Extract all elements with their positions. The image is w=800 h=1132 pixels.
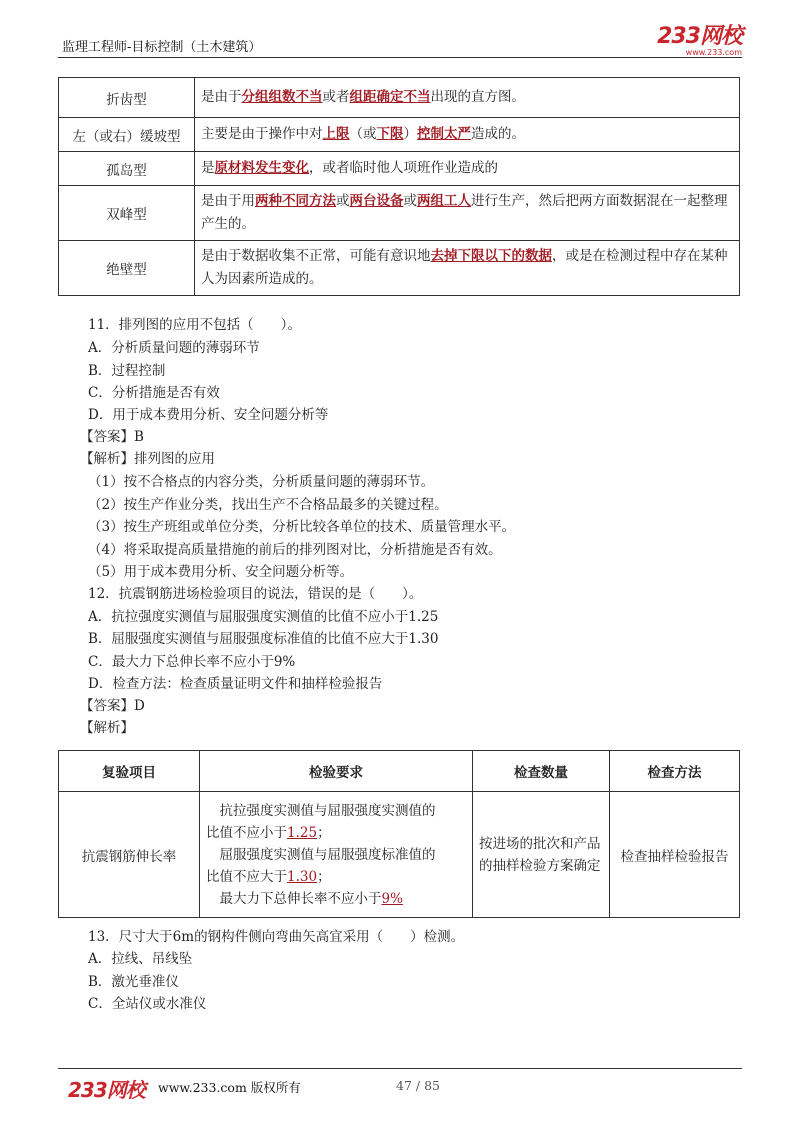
header-cell-requirement: 检验要求 <box>200 751 473 792</box>
q11-analysis-1: （1）按不合格点的内容分类，分析质量问题的薄弱环节。 <box>88 474 435 490</box>
req-text: 比值不应小于 <box>206 824 287 841</box>
histogram-description <box>195 241 740 296</box>
description-text: 或 <box>403 193 417 209</box>
histogram-type: 折齿型 <box>59 78 195 118</box>
q11-analysis-3: （3）按生产班组或单位分类，分析比较各单位的技术、质量管理水平。 <box>88 519 516 535</box>
footer-rule <box>58 1068 742 1069</box>
q12-analysis-title: 【解析】 <box>80 720 134 736</box>
document-title: 监理工程师-目标控制（土木建筑） <box>62 40 262 55</box>
req-value: 9% <box>381 890 403 907</box>
inspection-table <box>58 750 740 918</box>
table-row <box>59 241 740 296</box>
histogram-type: 孤岛型 <box>59 152 195 186</box>
q11-option-a: A．分析质量问题的薄弱环节 <box>88 340 260 356</box>
q11-answer: 【答案】B <box>80 429 144 445</box>
q11-stem: 11．排列图的应用不包括（ ）。 <box>88 317 301 333</box>
req-value: 1.25 <box>287 824 318 841</box>
highlight-text: 两台设备 <box>349 193 404 209</box>
footer-copyright: www.233.com 版权所有 <box>158 1080 301 1095</box>
footer-logo: 233网校 <box>68 1078 145 1102</box>
req-value: 1.30 <box>287 868 318 885</box>
description-text: 是由于数据收集不正常，可能有意识地 <box>201 248 431 264</box>
highlight-text: 控制太严 <box>417 126 471 142</box>
header-rule <box>58 57 742 58</box>
q13-option-b: B．激光垂准仪 <box>88 974 179 990</box>
q13-option-a: A．拉线、吊线坠 <box>88 951 193 967</box>
q11-analysis-2: （2）按生产作业分类，找出生产不合格品最多的关键过程。 <box>88 497 448 513</box>
highlight-text: 上限 <box>322 126 350 142</box>
q11-analysis-title: 【解析】排列图的应用 <box>80 451 215 467</box>
q12-option-d: D．检查方法：检查质量证明文件和抽样检验报告 <box>88 676 383 692</box>
logo-text: 233网校 <box>657 24 742 49</box>
description-text: 造成的。 <box>471 126 525 142</box>
page-number: 47 / 85 <box>396 1078 440 1093</box>
req-line: 抗拉强度实测值与屈服强度实测值的 <box>206 802 436 819</box>
q11-option-c: C．分析措施是否有效 <box>88 385 220 401</box>
req-line <box>206 888 466 910</box>
description-text: 进行生产，然后把两方面数据混在一起整理产生的。 <box>201 193 728 232</box>
highlight-text: 去掉下限以下的数据 <box>430 248 552 264</box>
histogram-description <box>195 78 740 118</box>
brand-logo <box>657 26 742 57</box>
req-line <box>206 822 466 844</box>
req-line: 屈服强度实测值与屈服强度标准值的 <box>206 846 436 863</box>
highlight-text: 下限 <box>376 126 404 142</box>
req-sep: ； <box>317 824 331 841</box>
description-text: 或者 <box>322 89 350 105</box>
highlight-text: 分组组数不当 <box>241 89 323 105</box>
histogram-description <box>195 186 740 241</box>
q12-option-b: B．屈服强度实测值与屈服强度标准值的比值不应大于1.30 <box>88 631 439 647</box>
q11-analysis-5: （5）用于成本费用分析、安全问题分析等。 <box>88 564 354 580</box>
q11-analysis-4: （4）将采取提高质量措施的前后的排列图对比，分析措施是否有效。 <box>88 542 502 558</box>
table-row <box>59 118 740 152</box>
description-text: 是由于 <box>201 89 242 105</box>
q11-option-b: B．过程控制 <box>88 363 166 379</box>
highlight-text: 两种不同方法 <box>255 193 336 209</box>
header-cell-method: 检查方法 <box>610 751 740 792</box>
table-row <box>59 186 740 241</box>
histogram-description <box>195 152 740 186</box>
highlight-text: 原材料发生变化 <box>214 160 309 176</box>
table-row <box>59 152 740 186</box>
req-text: 比值不应大于 <box>206 868 287 885</box>
histogram-type: 双峰型 <box>59 186 195 241</box>
cell-method: 检查抽样检验报告 <box>610 792 740 918</box>
q12-answer: 【答案】D <box>80 698 145 714</box>
histogram-description <box>195 118 740 152</box>
q11-option-d: D．用于成本费用分析、安全问题分析等 <box>88 407 329 423</box>
description-text: ，或是在检测过程中存在某种人为因素所造成的。 <box>201 248 728 287</box>
description-text: ，或者临时他人项班作业造成的 <box>309 160 498 176</box>
q12-option-a: A．抗拉强度实测值与屈服强度实测值的比值不应小于1.25 <box>88 609 439 625</box>
logo-url: www.233.com <box>685 48 742 57</box>
cell-quantity: 按进场的批次和产品的抽样检验方案确定 <box>473 792 610 918</box>
cell-requirement <box>200 792 473 918</box>
q12-option-c: C．最大力下总伸长率不应小于9% <box>88 654 296 670</box>
req-line <box>206 866 466 888</box>
cell-item: 抗震钢筋伸长率 <box>59 792 200 918</box>
highlight-text: 组距确定不当 <box>349 89 431 105</box>
description-text: 主要是由于操作中对 <box>201 126 323 142</box>
description-text: ） <box>403 126 417 142</box>
page-header <box>58 24 742 58</box>
header-cell-quantity: 检查数量 <box>473 751 610 792</box>
table-row <box>59 78 740 118</box>
req-sep: ； <box>317 868 331 885</box>
description-text: （或 <box>349 126 377 142</box>
page-footer <box>58 1068 742 1108</box>
header-cell-item: 复验项目 <box>59 751 200 792</box>
histogram-type: 绝壁型 <box>59 241 195 296</box>
q12-stem: 12．抗震钢筋进场检验项目的说法，错误的是（ ）。 <box>88 586 423 602</box>
q13-stem: 13．尺寸大于6m的钢构件侧向弯曲矢高宜采用（ ）检测。 <box>88 929 465 945</box>
description-text: 出现的直方图。 <box>430 89 525 105</box>
histogram-types-table <box>58 77 740 296</box>
highlight-text: 两组工人 <box>417 193 471 209</box>
description-text: 是由于用 <box>201 193 255 209</box>
description-text: 或 <box>336 193 350 209</box>
description-text: 是 <box>201 160 215 176</box>
q13-option-c: C．全站仪或水准仪 <box>88 996 207 1012</box>
histogram-type: 左（或右）缓坡型 <box>59 118 195 152</box>
req-text: 最大力下总伸长率不应小于 <box>206 890 382 907</box>
